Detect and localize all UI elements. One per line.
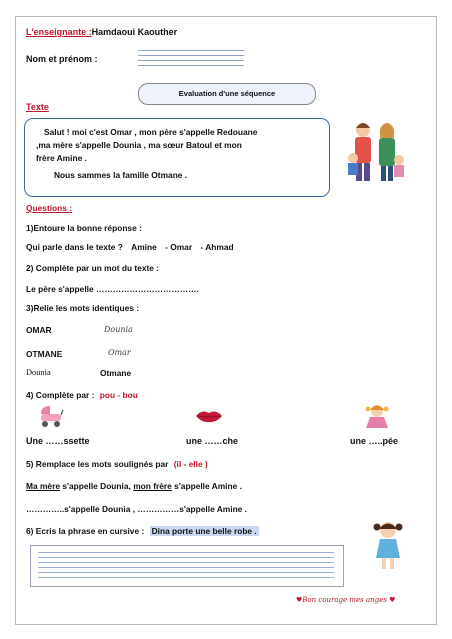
q6-phrase: Dina porte une belle robe . [151, 526, 257, 536]
text-line: frère Amine . [36, 153, 87, 163]
underlined-word: Ma mère [26, 481, 60, 491]
family-illustration [345, 118, 407, 186]
name-label: Nom et prénom : [26, 54, 98, 64]
q4-word[interactable]: Une ……ssette [26, 436, 90, 446]
option-separator: - [165, 242, 168, 252]
writing-line [38, 577, 334, 578]
text-line: ,ma mère s'appelle Dounia , ma sœur Batoul et mon [36, 140, 242, 150]
writing-line [38, 567, 334, 568]
q1-prompt: Qui parle dans le texte ? [26, 242, 123, 252]
q3-right-word[interactable]: Otmane [100, 368, 132, 378]
q3-left-word[interactable]: Dounia [26, 368, 51, 377]
q3-right-word[interactable]: Dounia [104, 325, 133, 334]
q5-choices: (il - elle ) [173, 459, 208, 469]
lips-icon [195, 408, 223, 424]
q2-prompt[interactable]: Le père s'appelle ………………………………. [26, 284, 199, 294]
q3-left-word[interactable]: OMAR [26, 325, 52, 335]
q3-left-word[interactable]: OTMANE [26, 349, 63, 359]
q5-sentence [26, 481, 242, 491]
teacher-line [26, 27, 177, 37]
writing-line [38, 552, 334, 553]
banner-title: Evaluation d'une séquence [178, 89, 276, 98]
option-ahmad[interactable]: Ahmad [205, 242, 234, 252]
texte-heading: Texte [26, 102, 49, 112]
writing-line [38, 562, 334, 563]
q3-title: 3)Relie les mots identiques : [26, 303, 140, 313]
q6-title-text: 6) Ecris la phrase en cursive : [26, 526, 145, 536]
q1-title: 1)Entoure la bonne réponse : [26, 223, 142, 233]
q5-title-prefix: 5) Remplace les mots soulignés par [26, 459, 169, 469]
evaluation-banner [138, 83, 316, 105]
q6-title [26, 526, 259, 536]
teacher-name: Hamdaoui Kaouther [91, 27, 178, 37]
text-line: Salut ! moi c'est Omar , mon père s'appelle Redouane [44, 127, 258, 137]
text-line: Nous sammes la famille Otmane . [54, 170, 188, 180]
underlined-word: mon frère [133, 481, 172, 491]
option-separator: - [200, 242, 204, 252]
pram-icon [38, 404, 64, 428]
sentence-text: s'appelle Dounia, [62, 481, 131, 491]
q5-title [26, 459, 208, 469]
questions-heading: Questions : [26, 203, 73, 213]
q2-title: 2) Complète par un mot du texte : [26, 263, 160, 273]
name-line[interactable] [138, 65, 244, 66]
footer-message: ♥Bon courage mes anges ♥ [296, 596, 396, 604]
name-line[interactable] [138, 60, 244, 61]
teacher-label: L'enseignante : [26, 27, 92, 37]
q4-title [26, 390, 138, 400]
option-omar[interactable]: Omar [170, 242, 193, 252]
q3-right-word[interactable]: Omar [108, 348, 131, 357]
sentence-text: s'appelle Amine . [174, 481, 242, 491]
q4-title-prefix: 4) Complète par : [26, 390, 95, 400]
q5-answer-line[interactable]: …………..s'appelle Dounia , ……………s'appelle Amine . [26, 504, 247, 514]
name-line[interactable] [138, 50, 244, 51]
text-paragraph [36, 126, 316, 182]
writing-line [38, 557, 334, 558]
q1-line [26, 242, 234, 252]
girl-illustration [370, 518, 406, 572]
q4-choices: pou - bou [99, 390, 138, 400]
writing-line [38, 572, 334, 573]
doll-icon [364, 403, 390, 429]
option-amine[interactable]: Amine [131, 242, 157, 252]
name-line[interactable] [138, 55, 244, 56]
q4-word[interactable]: une …..pée [350, 436, 399, 446]
q4-word[interactable]: une ……che [186, 436, 239, 446]
